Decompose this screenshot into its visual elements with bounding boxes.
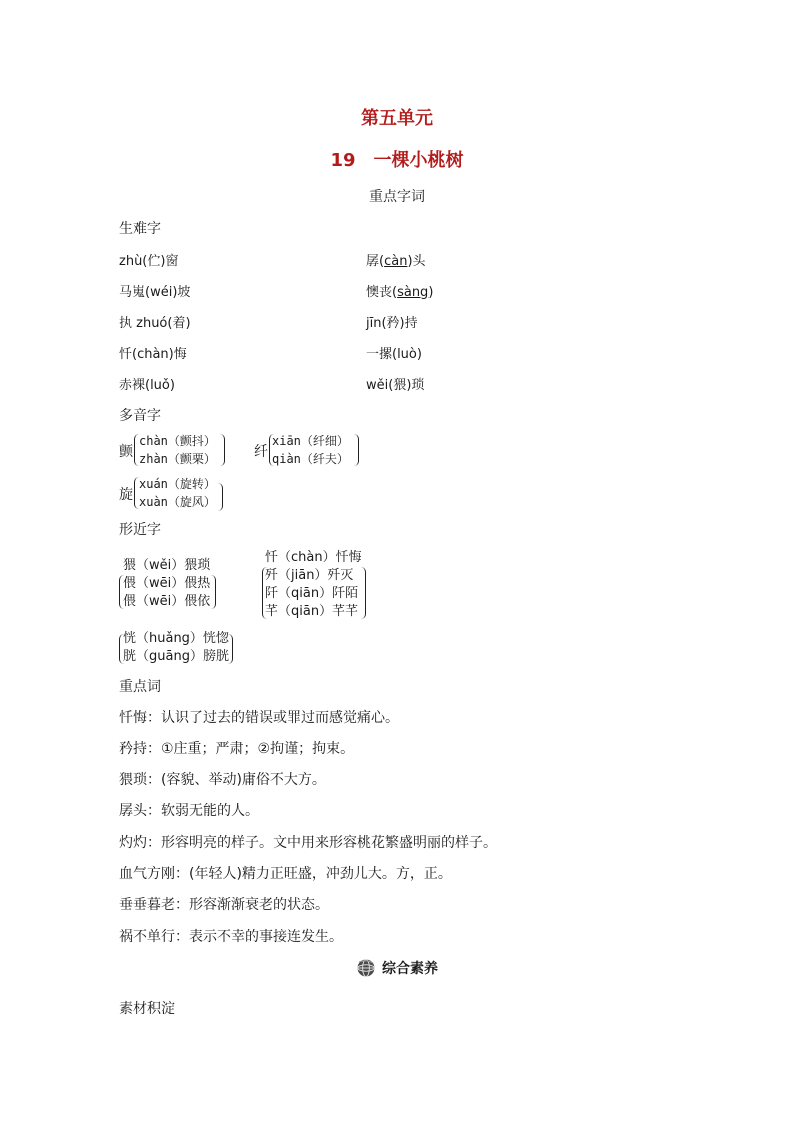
key-word-def: 矜持：①庄重；严肃；②拘谨；拘束。 (119, 741, 355, 757)
rare-left-3: 忏(chàn)悔 (119, 347, 187, 362)
polyphone-head-2: 旋 (119, 487, 133, 503)
brace-right (220, 434, 225, 466)
similar-item: 偎（wēi）偎热 (123, 576, 211, 591)
rare-chars-heading: 生难字 (119, 221, 161, 237)
key-word-def: 孱头：软弱无能的人。 (119, 803, 259, 819)
similar-item: 歼（jiān）歼灭 (265, 568, 354, 583)
polyphone-item: xuán（旋转） (139, 477, 216, 491)
similar-item: 猥（wěi）猥琐 (123, 558, 211, 573)
brace-right (211, 575, 216, 609)
polyphones-heading: 多音字 (119, 408, 161, 424)
key-word-def: 垂垂暮老：形容渐渐衰老的状态。 (119, 897, 329, 913)
polyphone-head-0: 颤 (119, 444, 133, 460)
rare-right-2: jīn(矜)持 (366, 316, 418, 331)
polyphone-item: chàn（颤抖） (139, 434, 216, 448)
lesson-title (0, 146, 794, 172)
key-word-def: 猥琐：(容貌、举动)庸俗不大方。 (119, 772, 326, 788)
key-word-def: 血气方刚：(年轻人)精力正旺盛，冲劲儿大。方，正。 (119, 866, 452, 882)
key-word-def: 忏悔：认识了过去的错误或罪过而感觉痛心。 (119, 710, 399, 726)
similar-item: 阡（qiān）阡陌 (265, 586, 359, 601)
similar-chars-heading: 形近字 (119, 522, 161, 538)
rare-right-0: 孱(càn)头 (366, 254, 426, 269)
polyphone-item: zhàn（颤栗） (139, 452, 216, 466)
subheading: 重点字词 (369, 189, 425, 205)
rare-left-0: zhù(伫)窗 (119, 254, 179, 269)
brace-right (228, 634, 233, 664)
similar-item: 忏（chàn）忏悔 (265, 550, 362, 565)
similar-item: 芊（qiān）芊芊 (265, 604, 359, 619)
section-badge-label: 综合素养 (382, 961, 438, 977)
section-badge (0, 958, 794, 978)
unit-title: 第五单元 (361, 108, 433, 129)
polyphone-item: xuàn（旋风） (139, 495, 216, 509)
polyphone-item: xiān（纤细） (272, 434, 349, 448)
similar-item: 偎（wēi）偎依 (123, 594, 211, 609)
key-words-heading: 重点词 (119, 679, 161, 695)
similar-item: 恍（huǎng）恍惚 (123, 631, 229, 646)
brace-right (361, 567, 366, 619)
rare-left-4: 赤裸(luǒ) (119, 378, 175, 393)
key-word-def: 祸不单行：表示不幸的事接连发生。 (119, 929, 343, 945)
lesson-number: 19 (330, 150, 356, 171)
globe-icon (356, 958, 376, 978)
brace-right (354, 434, 359, 466)
rare-right-4: wěi(猥)琐 (366, 378, 425, 393)
brace-right (218, 483, 223, 511)
polyphone-head-1: 纤 (254, 444, 268, 460)
rare-left-1: 马嵬(wéi)坡 (119, 285, 191, 300)
material-heading: 素材积淀 (119, 1001, 175, 1017)
key-word-def: 灼灼：形容明亮的样子。文中用来形容桃花繁盛明丽的样子。 (119, 835, 497, 851)
rare-right-3: 一摞(luò) (366, 347, 422, 362)
similar-item: 胱（guāng）膀胱 (123, 649, 229, 664)
rare-left-2: 执 zhuó(着) (119, 316, 191, 331)
rare-right-1: 懊丧(sàng) (366, 285, 434, 300)
polyphone-item: qiàn（纤夫） (272, 452, 349, 466)
lesson-name: 一棵小桃树 (373, 150, 464, 171)
